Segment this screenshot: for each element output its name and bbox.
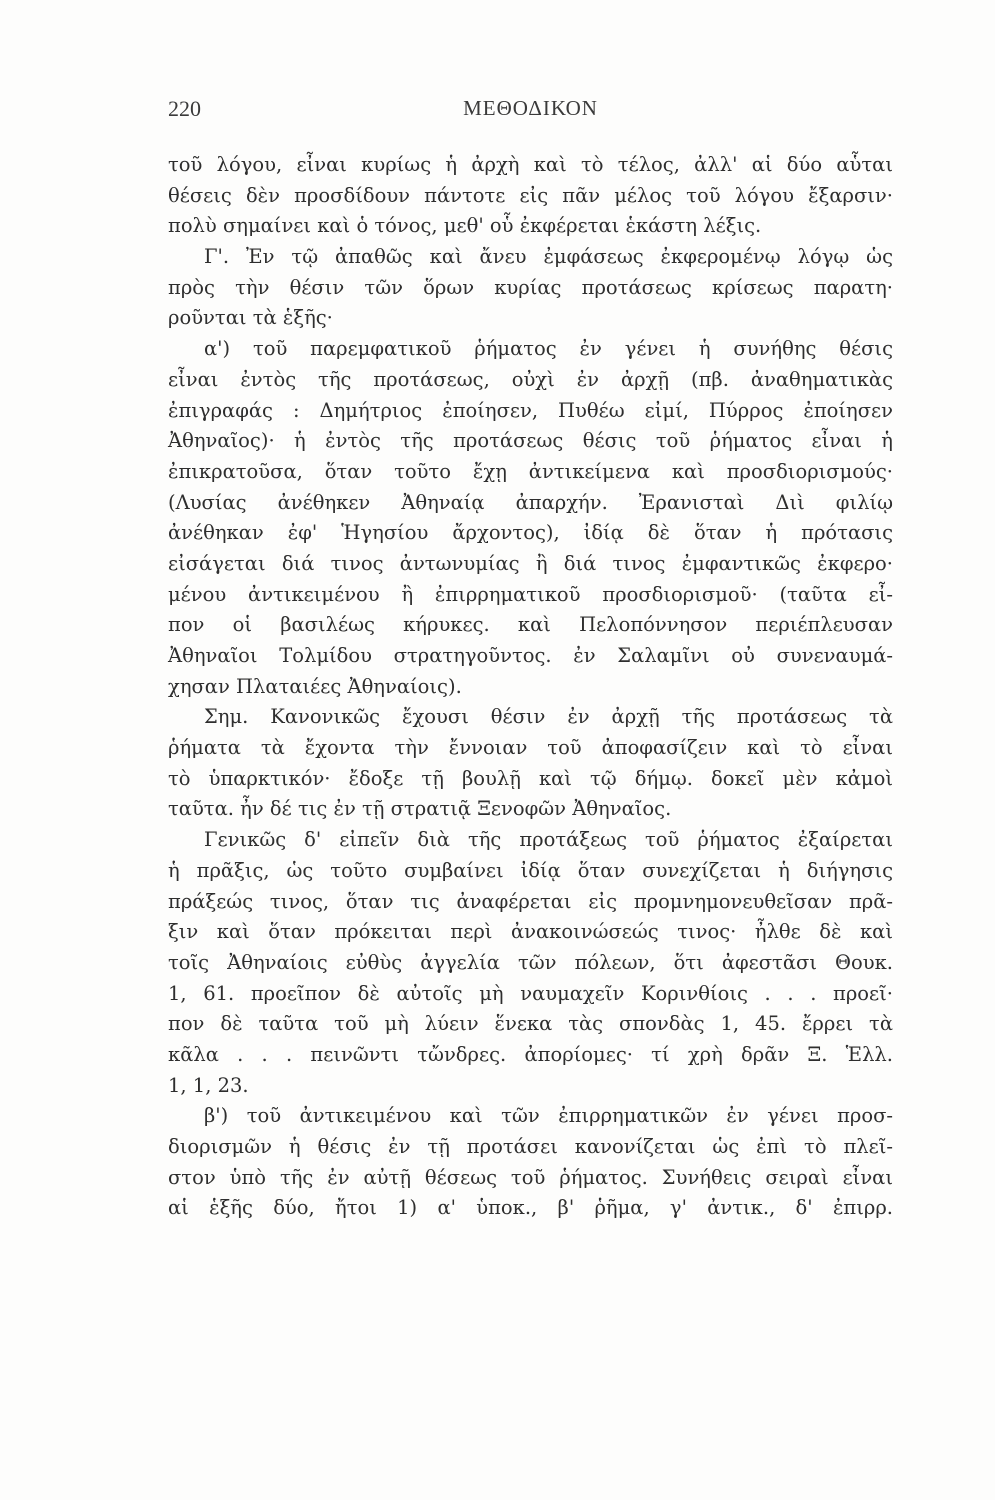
text-line: τοῦ λόγου, εἶναι κυρίως ἡ ἀρχὴ καὶ τὸ τέλος, ἀλλ' αἱ δύο αὗται: [168, 153, 893, 176]
text-line: 1, 61. προεῖπον δὲ αὐτοῖς μὴ ναυμαχεῖν Κορινθίοις . . . προεῖ·: [168, 981, 893, 1005]
text-line: ἀνέθηκαν ἐφ' Ἡγησίου ἄρχοντος), ἰδίᾳ δὲ ὅταν ἡ πρότασις: [168, 521, 893, 545]
text-line: στον ὑπὸ τῆς ἐν αὐτῇ θέσεως τοῦ ῥήματος. Συνήθεις σειραὶ εἶναι: [168, 1165, 893, 1189]
text-line: Ἀθηναῖοι Τολμίδου στρατηγοῦντος. ἐν Σαλαμῖνι οὐ συνεναυμά-: [168, 644, 893, 667]
text-line: ἐπικρατοῦσα, ὅταν τοῦτο ἔχῃ ἀντικείμενα καὶ προσδιορισμούς·: [168, 459, 893, 483]
text-line: πον οἱ βασιλέως κήρυκες. καὶ Πελοπόννησον περιέπλευσαν: [168, 613, 893, 637]
text-line: πον δὲ ταῦτα τοῦ μὴ λύειν ἕνεκα τὰς σπονδὰς 1, 45. ἔρρει τὰ: [168, 1012, 893, 1036]
text-line: πράξεώς τινος, ὅταν τις ἀναφέρεται εἰς προμνημονευθεῖσαν πρᾶ-: [168, 889, 893, 913]
text-line: ῥήματα τὰ ἔχοντα τὴν ἔννοιαν τοῦ ἀποφασίζειν καὶ τὸ εἶναι: [168, 736, 893, 760]
page-number: 220: [168, 96, 201, 121]
text-line: τοῖς Ἀθηναίοις εὐθὺς ἀγγελία τῶν πόλεων, ὅτι ἀφεστᾶσι Θουκ.: [168, 950, 893, 974]
text-line: ροῦνται τὰ ἑξῆς·: [168, 306, 333, 330]
text-line: χησαν Πλαταιέες Ἀθηναίοις).: [168, 674, 462, 698]
text-line: ξιν καὶ ὅταν πρόκειται περὶ ἀνακοινώσεώς τινος· ἦλθε δὲ καὶ: [168, 920, 893, 944]
text-line: πολὺ σημαίνει καὶ ὁ τόνος, μεθ' οὗ ἐκφέρεται ἑκάστη λέξις.: [168, 214, 762, 238]
text-line: β') τοῦ ἀντικειμένου καὶ τῶν ἐπιρρηματικῶν ἐν γένει προσ-: [204, 1104, 893, 1128]
text-line: αἱ ἑξῆς δύο, ἤτοι 1) α' ὑποκ., β' ῥῆμα, γ' ἀντικ., δ' ἐπιρρ.: [168, 1196, 893, 1220]
text-line: διορισμῶν ἡ θέσις ἐν τῇ προτάσει κανονίζεται ὡς ἐπὶ τὸ πλεῖ-: [168, 1135, 893, 1158]
text-line: α') τοῦ παρεμφατικοῦ ῥήματος ἐν γένει ἡ συνήθης θέσις: [204, 337, 893, 361]
text-line: Ἀθηναῖος)· ἡ ἐντὸς τῆς προτάσεως θέσις τοῦ ῥήματος εἶναι ἡ: [168, 429, 893, 453]
text-line: 1, 1, 23.: [168, 1073, 249, 1097]
text-line: Γενικῶς δ' εἰπεῖν διὰ τῆς προτάξεως τοῦ ῥήματος ἐξαίρεται: [204, 828, 893, 852]
text-line: τὸ ὑπαρκτικόν· ἔδοξε τῇ βουλῇ καὶ τῷ δήμῳ. δοκεῖ μὲν κἀμοὶ: [168, 766, 893, 790]
text-line: κᾶλα . . . πεινῶντι τὤνδρες. ἀπορίομες· τί χρὴ δρᾶν Ξ. Ἑλλ.: [168, 1042, 893, 1066]
text-line: πρὸς τὴν θέσιν τῶν ὅρων κυρίας προτάσεως κρίσεως παρατη·: [168, 275, 893, 299]
text-line: (Λυσίας ἀνέθηκεν Ἀθηναίᾳ ἀπαρχήν. Ἐρανισταὶ Διὶ φιλίῳ: [168, 490, 893, 514]
text-line: Γ'. Ἐν τῷ ἀπαθῶς καὶ ἄνευ ἐμφάσεως ἐκφερομένῳ λόγῳ ὡς: [204, 245, 893, 269]
text-line: θέσεις δὲν προσδίδουν πάντοτε εἰς πᾶν μέλος τοῦ λόγου ἔξαρσιν·: [168, 183, 893, 207]
text-line: Σημ. Κανονικῶς ἔχουσι θέσιν ἐν ἀρχῇ τῆς προτάσεως τὰ: [204, 705, 893, 729]
text-line: ταῦτα. ἦν δέ τις ἐν τῇ στρατιᾷ Ξενοφῶν Ἀθηναῖος.: [168, 797, 672, 821]
running-title: ΜΕΘΟΔΙΚΟΝ: [463, 96, 598, 120]
text-line: εἶναι ἐντὸς τῆς προτάσεως, οὐχὶ ἐν ἀρχῇ (πβ. ἀναθηματικὰς: [168, 367, 893, 391]
text-line: ἐπιγραφάς : Δημήτριος ἐποίησεν, Πυθέω εἰμί, Πύρρος ἐποίησεν: [168, 398, 893, 422]
text-line: εἰσάγεται διά τινος ἀντωνυμίας ἢ διά τινος ἐμφαντικῶς ἐκφερο·: [168, 551, 893, 575]
text-line: μένου ἀντικειμένου ἢ ἐπιρρηματικοῦ προσδιορισμοῦ· (ταῦτα εἶ-: [168, 582, 893, 606]
text-line: ἡ πρᾶξις, ὡς τοῦτο συμβαίνει ἰδίᾳ ὅταν συνεχίζεται ἡ διήγησις: [168, 858, 893, 882]
page-header: [168, 96, 893, 126]
body-text: [168, 150, 893, 1224]
